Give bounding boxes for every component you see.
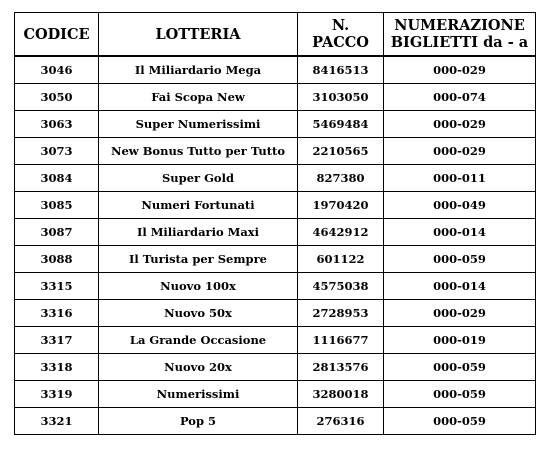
header-numerazione-line1: NUMERAZIONE	[394, 17, 525, 34]
cell-codice: 3087	[15, 219, 99, 246]
table-row	[15, 327, 536, 354]
cell-lotteria: Super Gold	[99, 165, 298, 192]
table-row	[15, 138, 536, 165]
cell-codice: 3317	[15, 327, 99, 354]
cell-pacco: 5469484	[298, 111, 384, 138]
cell-lotteria: Numeri Fortunati	[99, 192, 298, 219]
cell-pacco: 276316	[298, 408, 384, 435]
cell-codice: 3050	[15, 84, 99, 111]
cell-lotteria: New Bonus Tutto per Tutto	[99, 138, 298, 165]
cell-pacco: 2210565	[298, 138, 384, 165]
table-row	[15, 219, 536, 246]
cell-numerazione: 000-059	[384, 408, 536, 435]
cell-codice: 3321	[15, 408, 99, 435]
cell-lotteria: Numerissimi	[99, 381, 298, 408]
table-row	[15, 273, 536, 300]
header-numerazione	[384, 13, 536, 57]
cell-codice: 3319	[15, 381, 99, 408]
cell-lotteria: Pop 5	[99, 408, 298, 435]
header-lotteria: LOTTERIA	[99, 13, 298, 57]
cell-lotteria: Nuovo 100x	[99, 273, 298, 300]
cell-codice: 3063	[15, 111, 99, 138]
cell-codice: 3316	[15, 300, 99, 327]
cell-numerazione: 000-059	[384, 381, 536, 408]
cell-lotteria: Il Turista per Sempre	[99, 246, 298, 273]
cell-codice: 3073	[15, 138, 99, 165]
cell-numerazione: 000-059	[384, 354, 536, 381]
cell-pacco: 1116677	[298, 327, 384, 354]
cell-lotteria: Nuovo 20x	[99, 354, 298, 381]
lotteria-table	[14, 12, 536, 435]
cell-codice: 3315	[15, 273, 99, 300]
cell-codice: 3046	[15, 56, 99, 84]
table-row	[15, 165, 536, 192]
header-pacco	[298, 13, 384, 57]
table-body	[15, 56, 536, 435]
cell-pacco: 4642912	[298, 219, 384, 246]
cell-numerazione: 000-049	[384, 192, 536, 219]
table-row	[15, 246, 536, 273]
table-row	[15, 354, 536, 381]
table-row	[15, 84, 536, 111]
cell-pacco: 4575038	[298, 273, 384, 300]
cell-numerazione: 000-019	[384, 327, 536, 354]
table-row	[15, 381, 536, 408]
header-codice: CODICE	[15, 13, 99, 57]
cell-codice: 3088	[15, 246, 99, 273]
table-row	[15, 408, 536, 435]
cell-numerazione: 000-074	[384, 84, 536, 111]
cell-numerazione: 000-029	[384, 300, 536, 327]
cell-lotteria: La Grande Occasione	[99, 327, 298, 354]
cell-pacco: 2813576	[298, 354, 384, 381]
cell-codice: 3084	[15, 165, 99, 192]
table-row	[15, 56, 536, 84]
cell-numerazione: 000-011	[384, 165, 536, 192]
cell-lotteria: Nuovo 50x	[99, 300, 298, 327]
table-row	[15, 300, 536, 327]
header-numerazione-line2: BIGLIETTI da - a	[390, 34, 529, 51]
cell-numerazione: 000-029	[384, 138, 536, 165]
table-row	[15, 111, 536, 138]
cell-lotteria: Super Numerissimi	[99, 111, 298, 138]
cell-codice: 3085	[15, 192, 99, 219]
table-header	[15, 13, 536, 57]
cell-codice: 3318	[15, 354, 99, 381]
cell-lotteria: Il Miliardario Mega	[99, 56, 298, 84]
cell-lotteria: Fai Scopa New	[99, 84, 298, 111]
cell-pacco: 8416513	[298, 56, 384, 84]
header-pacco-line1: N.	[331, 17, 350, 34]
cell-numerazione: 000-014	[384, 219, 536, 246]
table-row	[15, 192, 536, 219]
cell-pacco: 3103050	[298, 84, 384, 111]
cell-pacco: 2728953	[298, 300, 384, 327]
cell-numerazione: 000-059	[384, 246, 536, 273]
cell-lotteria: Il Miliardario Maxi	[99, 219, 298, 246]
cell-numerazione: 000-014	[384, 273, 536, 300]
cell-pacco: 1970420	[298, 192, 384, 219]
header-row	[15, 13, 536, 57]
cell-numerazione: 000-029	[384, 56, 536, 84]
cell-pacco: 3280018	[298, 381, 384, 408]
cell-pacco: 827380	[298, 165, 384, 192]
cell-numerazione: 000-029	[384, 111, 536, 138]
header-pacco-line2: PACCO	[312, 34, 369, 51]
cell-pacco: 601122	[298, 246, 384, 273]
